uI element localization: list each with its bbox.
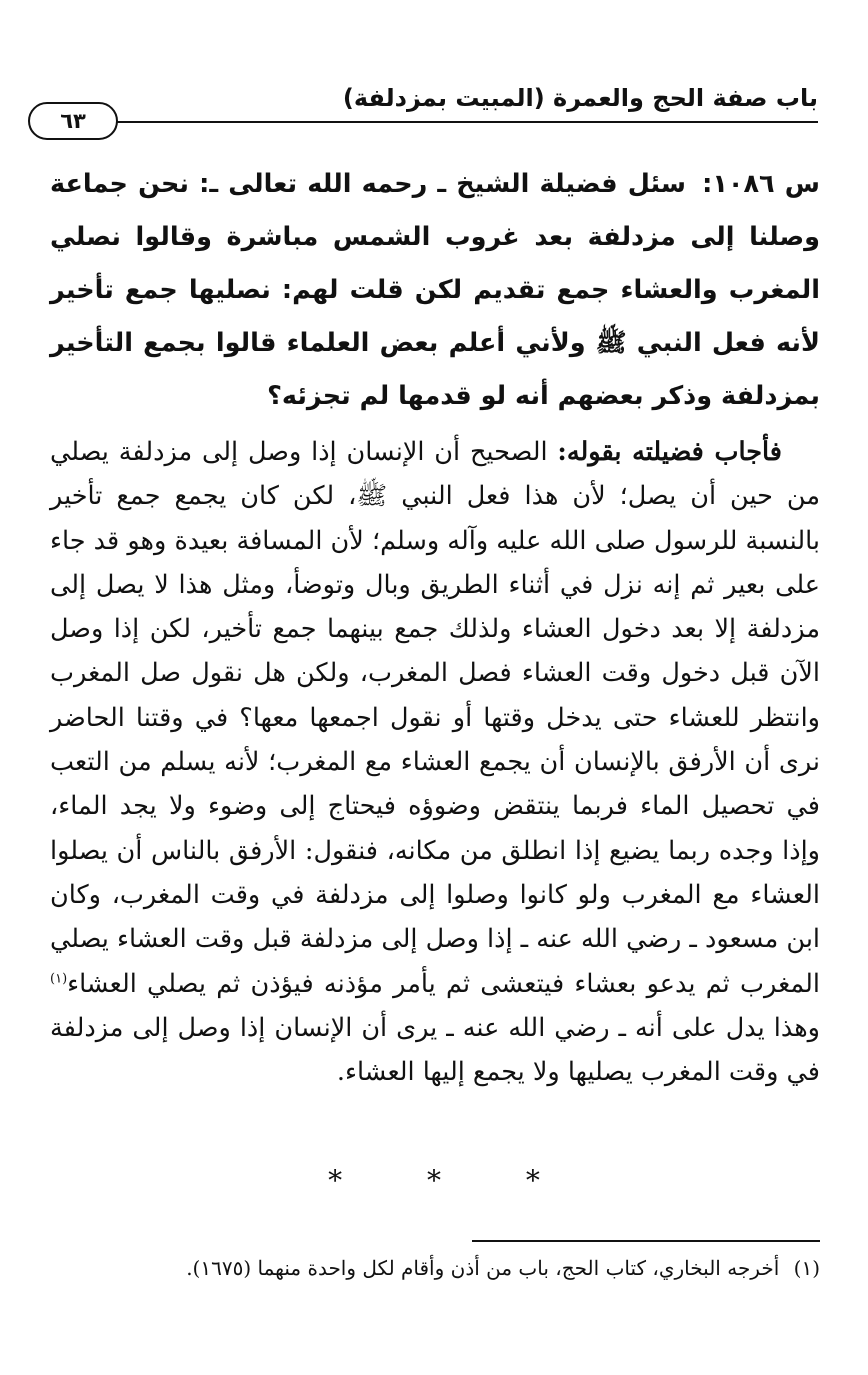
answer-intro: فأجاب فضيلته بقوله:: [557, 437, 782, 467]
question-text: سئل فضيلة الشيخ ـ رحمه الله تعالى ـ: نحن جماعة وصلنا إلى مزدلفة بعد غروب الشمس مباشرة وقالوا نصلي المغرب والعشاء جمع تقديم لكن قلت لهم: نصليها جمع تأخير لأنه فعل النبي ﷺ ولأني أعلم بعض العلماء قالوا بجمع التأخير بمزدلفة وذكر بعضهم أنه لو قدمها لم تجزئه؟: [50, 169, 820, 411]
question-number: س ١٠٨٦:: [702, 169, 820, 199]
header-rule: [108, 121, 818, 123]
footnote-rule: [472, 1240, 820, 1242]
footnote: [50, 1252, 820, 1284]
answer-text-continued: وهذا يدل على أنه ـ رضي الله عنه ـ يرى أن الإنسان إذا وصل إلى مزدلفة في وقت المغرب يصليها ولا يجمع إليها العشاء.: [50, 1012, 820, 1088]
answer-text: الصحيح أن الإنسان إذا وصل إلى مزدلفة يصلي من حين أن يصل؛ لأن هذا فعل النبي ﷺ، لكن كان يجمع جمع تأخير بالنسبة للرسول صلى الله عليه وآله وسلم؛ لأن المسافة بعيدة وهو قد جاء على بعير ثم إنه نزل في أثناء الطريق وبال وتوضأ، ومثل هذا لا يصل إلى مزدلفة إلا بعد دخول العشاء ولذلك جمع بينهما جمع تأخير، لكن إذا وصل الآن قبل دخول وقت العشاء فصل المغرب، ولكن هل نقول صل المغرب وانتظر للعشاء حتى يدخل وقتها أو نقول اجمعها معها؟ في وقتنا الحاضر نرى أن الأرفق بالإنسان أن يجمع العشاء مع المغرب؛ لأنه يسلم من التعب في تحصيل الماء فربما ينتقض وضوؤه فيحتاج إلى وضوء ولا يجد الماء، وإذا وجده ربما يضيع إذا انطلق من مكانه، فنقول: الأرفق بالناس أن يصلوا العشاء مع المغرب ولو كانوا وصلوا إلى مزدلفة في وقت المغرب، وكان ابن مسعود ـ رضي الله عنه ـ إذا وصل إلى مزدلفة قبل وقت العشاء يصلي المغرب ثم يدعو بعشاء فيتعشى ثم يأمر مؤذنه فيؤذن ثم يصلي العشاء: [50, 437, 820, 999]
fatwa-question: [50, 158, 820, 423]
footnote-reference: (١): [50, 971, 68, 987]
section-separator: * * *: [328, 1164, 578, 1197]
page-number: ٦٣: [28, 102, 118, 140]
fatwa-answer: [50, 430, 820, 1094]
running-header: [28, 84, 818, 133]
chapter-title: باب صفة الحج والعمرة (المبيت بمزدلفة): [342, 84, 818, 112]
footnote-text: أخرجه البخاري، كتاب الحج، باب من أذن وأقام لكل واحدة منهما (١٦٧٥).: [186, 1256, 780, 1280]
footnote-number: (١): [793, 1256, 820, 1280]
